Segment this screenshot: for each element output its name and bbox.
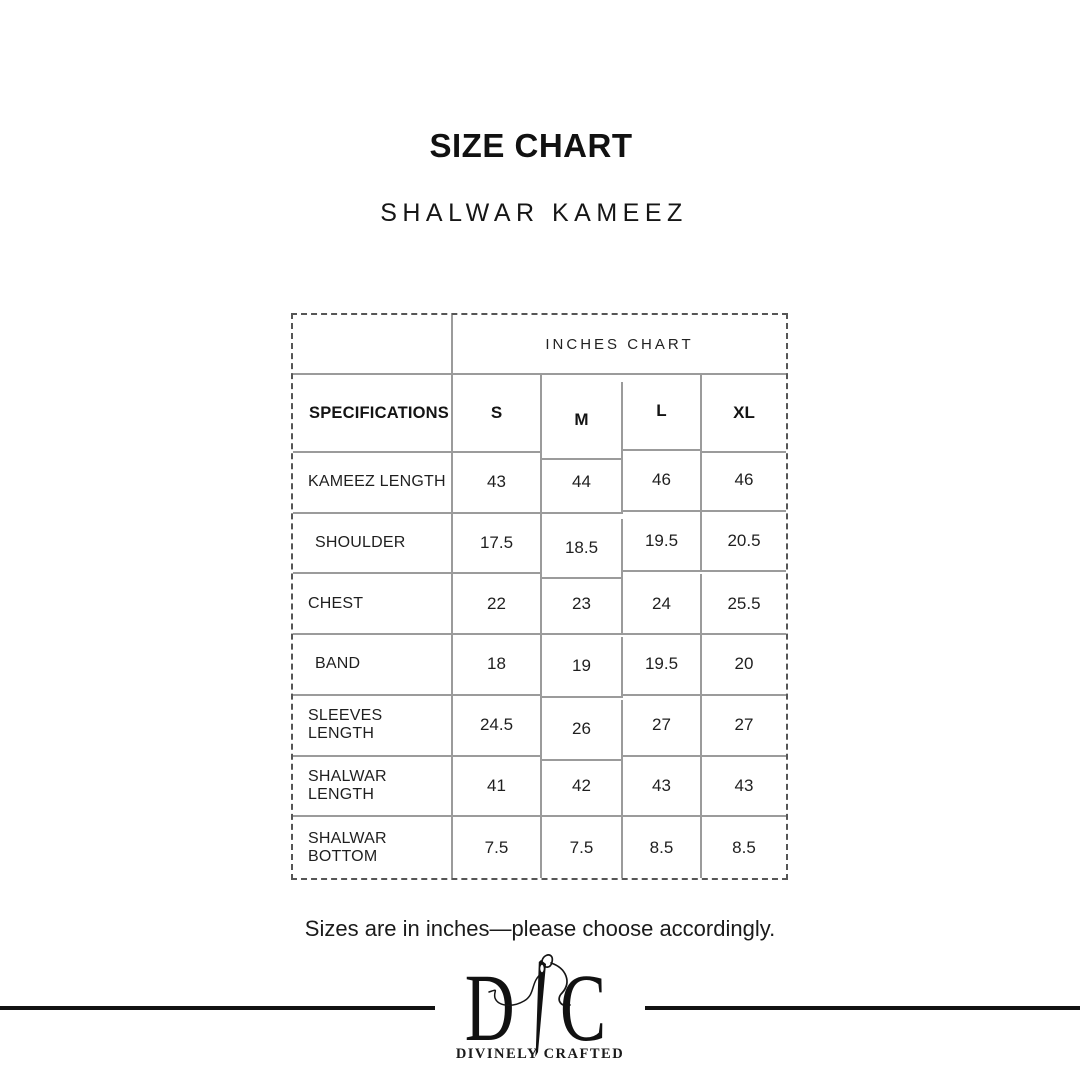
value-cell: 8.5: [732, 837, 756, 857]
value-cell: 23: [542, 574, 623, 635]
specifications-header-cell: SPECIFICATIONS: [293, 375, 453, 453]
spec-empty-corner-cell: [293, 315, 453, 375]
value-cell: 22: [453, 574, 542, 635]
size-header-s: S: [453, 375, 542, 453]
logo-right-rule: [645, 1006, 1080, 1010]
value-cell: 25.5: [702, 574, 786, 635]
value-cell: 27: [623, 696, 702, 757]
footer-note: Sizes are in inches—please choose accordingly.: [304, 916, 776, 941]
value-cell: 17.5: [453, 514, 542, 575]
row-label: CHEST: [293, 574, 453, 635]
row-label: KAMEEZ LENGTH: [293, 453, 453, 514]
page-subtitle: SHALWAR KAMEEZ: [380, 199, 688, 227]
value-cell: 24.5: [453, 696, 542, 757]
value-cell: 46: [623, 451, 702, 512]
size-chart-table: [291, 313, 788, 880]
value-cell: 43: [623, 757, 702, 818]
value-cell: 46: [702, 451, 786, 512]
value-cell: 27: [702, 696, 786, 757]
value-cell: 18: [453, 635, 542, 696]
needle-and-thread-icon: [525, 968, 551, 1048]
value-cell: 20.5: [702, 512, 786, 573]
value-cell: 7.5: [453, 817, 542, 878]
value-cell: 42: [542, 757, 623, 818]
value-cell: 19.5: [623, 635, 702, 696]
value-cell: 18.5: [542, 519, 623, 580]
value-cell: 44: [542, 453, 623, 514]
logo-letter-d: D: [465, 954, 515, 1061]
logo-letter-c: C: [559, 954, 606, 1061]
value-cell: 20: [702, 635, 786, 696]
value-cell: 43: [453, 453, 542, 514]
size-header-m: M: [542, 382, 623, 460]
row-label: SHOULDER: [293, 514, 453, 575]
row-label: SHALWAR LENGTH: [293, 757, 453, 818]
size-header-l: L: [623, 373, 702, 451]
value-cell: 7.5: [542, 817, 623, 878]
page-title: SIZE CHART: [429, 127, 633, 164]
logo-left-rule: [0, 1006, 435, 1010]
row-label: SHALWAR BOTTOM: [293, 817, 453, 878]
row-label: BAND: [293, 635, 453, 696]
inches-chart-banner: INCHES CHART: [453, 315, 786, 375]
value-cell: 41: [453, 757, 542, 818]
row-label: SLEEVES LENGTH: [293, 696, 453, 757]
value-cell: 19: [542, 637, 623, 698]
size-header-xl: XL: [702, 375, 786, 453]
value-cell: 43: [702, 757, 786, 818]
value-cell: 24: [623, 574, 702, 635]
logo-wordmark: DIVINELY CRAFTED: [455, 1046, 625, 1062]
value-cell: 26: [542, 700, 623, 761]
needle-and-thread-icon: [522, 956, 558, 1060]
value-cell: 19.5: [623, 512, 702, 573]
value-cell: 8.5: [623, 817, 702, 878]
